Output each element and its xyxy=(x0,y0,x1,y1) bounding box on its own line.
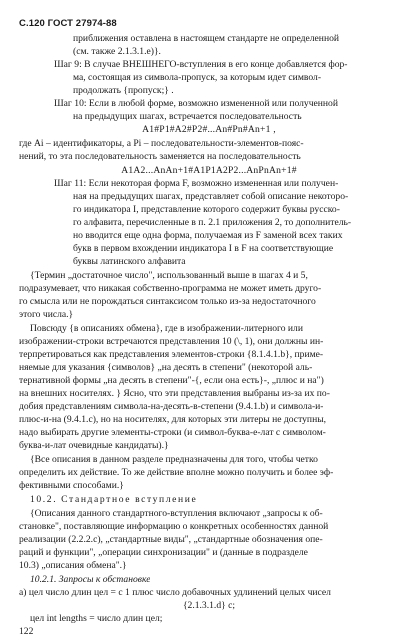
text-line: тернативной формы „на десять в степени"-{, если она есть}-, „плюс и на") xyxy=(19,375,324,386)
text-line: ная на предыдущих шагах, представляет собой описание некоторо- xyxy=(73,191,349,202)
text-line: буквы латинского алфавита xyxy=(73,256,186,267)
text-line: приближения оставлена в настоящем стандарте не определенной xyxy=(73,33,340,44)
text-line: на внешних носителях. } Ясно, что эти представления выбраны из-за их по- xyxy=(19,388,330,399)
text-line: 10.3) „описания обмена".} xyxy=(19,560,127,571)
text-line: определить их действие. То же действие вполне можно получить и более эф- xyxy=(19,467,334,478)
text-line: букв в первом вхождении индикатора I в F на соответствующие xyxy=(73,243,334,254)
text-line: плюс-и-на (9.4.1.c), но на носителях, для которых эти литеры не доступны, xyxy=(19,414,327,425)
text-line: этого числа.} xyxy=(19,309,74,320)
text-line: нений, то эта последовательность заменяется на последовательность xyxy=(19,151,301,162)
text-line: го алфавита, перечисленные в п. 2.1 приложения 2, то дополнитель- xyxy=(73,217,352,228)
text-line: го индикатора I, представление которого содержит буквы русско- xyxy=(73,204,340,215)
subsection-heading: 10.2.1. Запросы к обстановке xyxy=(30,574,151,585)
text-line: фективными способами.} xyxy=(19,480,124,491)
text-line: {Описания данного стандартного-вступления включают „запросы к об- xyxy=(30,508,323,519)
text-line: a) цел число длин цел = с 1 плюс число добавочных удлинений целых чисел xyxy=(19,587,331,598)
text-line: раций и функции", „операции синхронизации" и (данные в подразделе xyxy=(19,547,308,558)
text-line: на предыдущих шагах, встречается последовательность xyxy=(73,111,302,122)
text-line: Шаг 10: Если в любой форме, возможно измененной или полученной xyxy=(54,98,338,109)
page-header: С.120 ГОСТ 27974-88 xyxy=(19,18,117,29)
page-number: 122 xyxy=(19,626,34,637)
text-line: продолжать {пропуск;} . xyxy=(73,85,174,96)
text-line: {Все описания в данном разделе предназначены для того, чтобы четко xyxy=(30,454,318,465)
text-line: терпретироваться как представления элементов-строки {8.1.4.1.b}, приме- xyxy=(19,349,324,360)
section-heading: 10.2. Стандартное вступление xyxy=(30,494,198,505)
text-line: Шаг 11: Если некоторая форма F, возможно измененная или получен- xyxy=(54,178,339,189)
text-line: буква-и-лат очевидные кандидаты).} xyxy=(19,440,169,451)
text-line: где Ai – идентификаторы, а Pi – последовательности-элементов-пояс- xyxy=(19,138,304,149)
text-line: становке", поставляющие информацию о конкретных особенностях данной xyxy=(19,521,329,532)
text-line: Повсюду {в описаниях обмена}, где в изображении-литерного или xyxy=(30,323,303,334)
text-line: добия представлениям символа-на-десять-в-степени (9.4.1.b) и символа-и- xyxy=(19,401,324,412)
text-line: Шаг 9: В случае ВНЕШНЕГО-вступления в его конце добавляется фор- xyxy=(54,59,348,70)
text-line: цел int lengths = число длин цел; xyxy=(30,613,163,624)
text-line: изображении-строки встречаются представления 10 (\, 1), они должны ин- xyxy=(19,336,324,347)
text-line: но вводится еще одна форма, получаемая из F заменой всех таких xyxy=(73,230,343,241)
text-line: надо выбирать другие элементы-строки (и символ-буква-е-лат с символом- xyxy=(19,427,326,438)
text-line: подразумевает, что никакая собственно-программа не может иметь друго- xyxy=(19,283,322,294)
text-line: (см. также 2.1.3.1.e)}. xyxy=(73,46,161,57)
text-line: няемые для указания {символов} „на десять в степени" (некоторой аль- xyxy=(19,362,313,373)
text-line: {Термин „достаточное число", использованный выше в шагах 4 и 5, xyxy=(30,270,308,281)
text-line: го смысла или не порождаться синтаксисом только из-за недостаточного xyxy=(19,296,316,307)
formula-line: A1#P1#A2#P2#...An#Pn#An+1 , xyxy=(142,124,276,135)
text-line: ма, состоящая из символа-пропуск, за которым идет символ- xyxy=(73,72,322,83)
text-line: реализации (2.2.2.c), „стандартные виды", „стандартные обозначения опе- xyxy=(19,534,323,545)
text-line: {2.1.3.1.d} с; xyxy=(182,600,236,611)
formula-line: A1A2...AnAn+1#A1P1A2P2...AnPnAn+1# xyxy=(121,165,297,176)
